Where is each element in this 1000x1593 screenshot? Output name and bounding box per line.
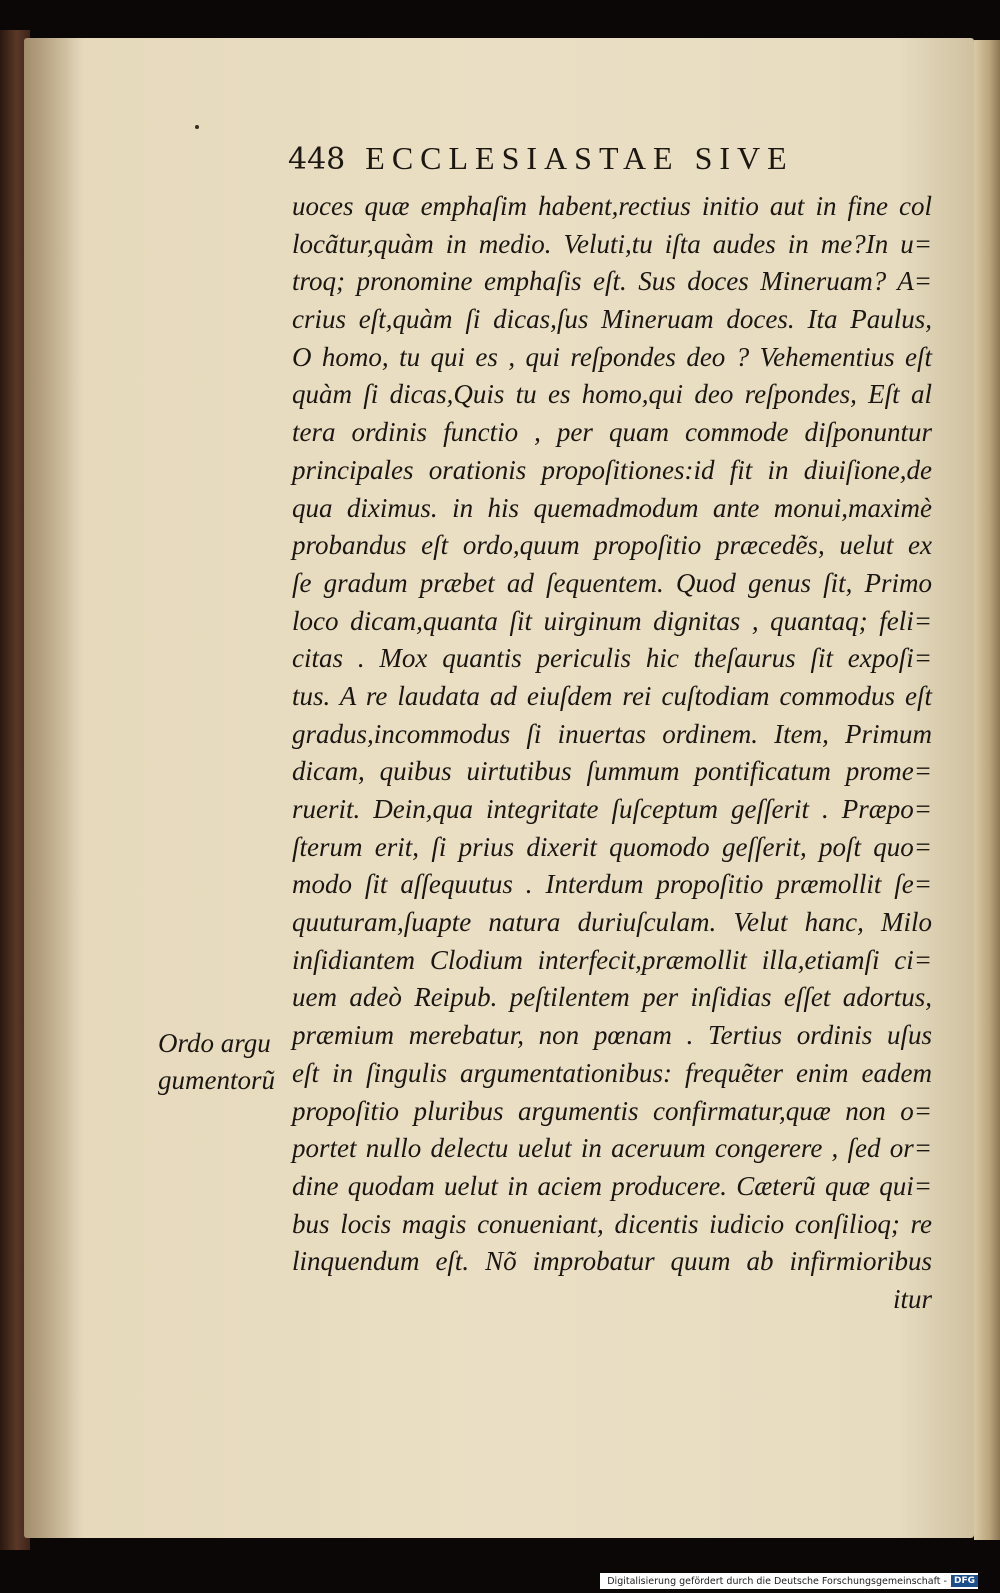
body-text <box>292 188 932 1319</box>
book-right-edge <box>974 40 1000 1540</box>
body-line: inſidiantem Clodium interfecit,præmollit illa,etiamſi ci= <box>292 944 932 975</box>
body-line: qua diximus. in his quemadmodum ante monui,maximè <box>292 492 932 523</box>
body-line: ſe gradum præbet ad ſequentem. Quod genus ſit, Primo <box>292 567 932 598</box>
body-line: uoces quæ emphaſim habent,rectius initio aut in fine col <box>292 191 932 221</box>
body-line: quuturam,ſuapte natura duriuſculam. Velut hanc, Milo <box>292 907 932 938</box>
page-header <box>288 140 878 188</box>
body-line: gradus,incommodus ſi inuertas ordinem. Item, Primum <box>292 718 932 749</box>
body-line: dicam, quibus uirtutibus ſummum pontificatum prome= <box>292 756 932 787</box>
body-line: probandus eſt ordo,quum propoſitio præcedẽs, uelut ex <box>292 530 932 561</box>
body-line: portet nullo delectu uelut in aceruum congerere , ſed or= <box>292 1133 932 1164</box>
body-line: quàm ſi dicas,Quis tu es homo,qui deo reſpondes, Eſt al <box>292 379 932 410</box>
marginal-note <box>158 1025 298 1099</box>
body-line: linquendum eſt. Nõ improbatur quum ab infirmioribus <box>292 1246 932 1277</box>
body-line: troq; pronomine emphaſis eſt. Sus doces Mineruam? A= <box>292 266 932 297</box>
body-line: citas . Mox quantis periculis hic theſaurus ſit expoſi= <box>292 643 932 674</box>
body-line: propoſitio pluribus argumentis confirmatur,quæ non o= <box>292 1095 932 1126</box>
body-line: loco dicam,quanta ſit uirginum dignitas , quantaq; feli= <box>292 605 932 636</box>
marginal-note-line: Ordo argu <box>158 1028 271 1058</box>
body-line: dine quodam uelut in aciem producere. Cæterũ quæ qui= <box>292 1170 932 1201</box>
footer-credit: Digitalisierung gefördert durch die Deutsche Forschungsgemeinschaft - <box>607 1575 947 1587</box>
marginal-note-line: gumentorũ <box>158 1065 275 1095</box>
body-line: itur <box>892 1283 932 1314</box>
body-line: ſterum erit, ſi prius dixerit quomodo geſſerit, poſt quo= <box>292 831 932 862</box>
dfg-logo: DFG <box>951 1575 978 1587</box>
body-line: eſt in ſingulis argumentationibus: frequẽter enim eadem <box>292 1057 932 1088</box>
body-line: bus locis magis conueniant, dicentis iudicio conſilioq; re <box>292 1208 932 1239</box>
page-number: 448 <box>288 142 346 177</box>
body-line: ruerit. Dein,qua integritate ſuſceptum geſſerit . Præpo= <box>292 794 932 824</box>
body-line: principales orationis propoſitiones:id fit in diuiſione,de <box>292 454 932 485</box>
body-line: uem adeò Reipub. peſtilentem per inſidias eſſet adortus, <box>292 982 932 1013</box>
body-line: tera ordinis functio , per quam commode diſponuntur <box>292 417 932 448</box>
body-line: præmium merebatur, non pœnam . Tertius ordinis uſus <box>292 1020 932 1051</box>
ink-speck <box>195 125 199 129</box>
digitization-footer <box>600 1573 978 1589</box>
body-line: locãtur,quàm in medio. Veluti,tu iſta audes in me?In u= <box>292 228 932 259</box>
body-line: modo ſit aſſequutus . Interdum propoſitio præmollit ſe= <box>292 869 932 900</box>
body-line: O homo, tu qui es , qui reſpondes deo ? Vehementius eſt <box>292 341 932 372</box>
gutter-shadow <box>24 38 84 1538</box>
body-line: tus. A re laudata ad eiuſdem rei cuſtodiam commodus eſt <box>292 680 932 711</box>
body-line: crius eſt,quàm ſi dicas,ſus Mineruam doces. Ita Paulus, <box>292 304 932 335</box>
running-title: ECCLESIASTAE SIVE <box>365 140 794 176</box>
